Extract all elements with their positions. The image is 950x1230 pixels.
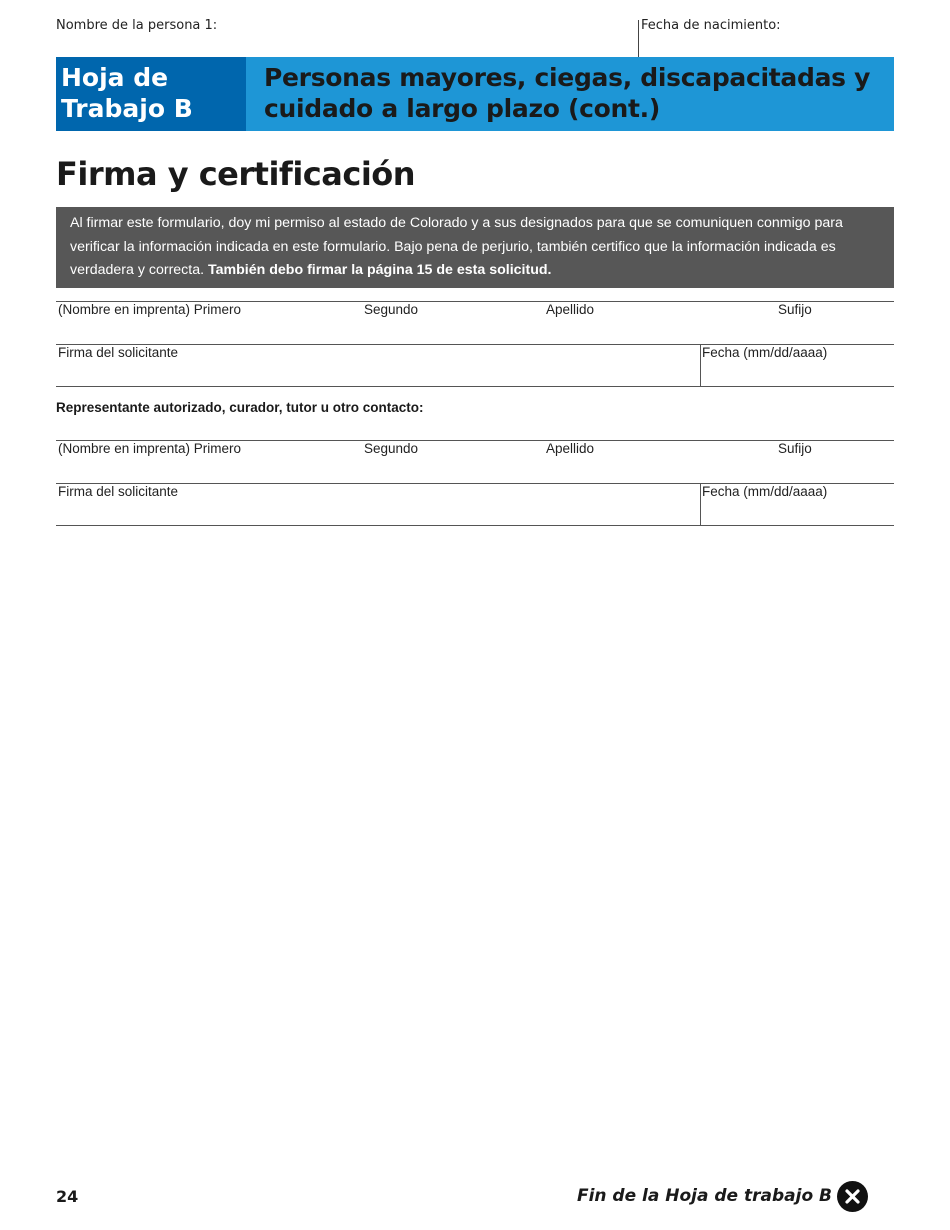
person-name-label: Nombre de la persona 1: [56, 18, 218, 33]
representative-name-row[interactable] [56, 440, 894, 483]
applicant-signature-row[interactable] [56, 344, 894, 387]
field-divider [638, 20, 639, 57]
section-title: Firma y certificación [56, 155, 416, 193]
certification-bold-text: También debo firmar la página 15 de esta solicitud. [208, 262, 552, 278]
last-name-label: Apellido [546, 441, 595, 456]
field-divider [700, 345, 701, 387]
suffix-label: Sufijo [778, 441, 812, 456]
top-fields [56, 0, 894, 57]
worksheet-label-line2: Trabajo B [61, 94, 193, 123]
page-number: 24 [56, 1187, 79, 1206]
worksheet-label-line1: Hoja de [61, 63, 169, 92]
field-divider [700, 484, 701, 526]
middle-name-label: Segundo [364, 441, 419, 456]
certification-text: Al firmar este formulario, doy mi permiso al estado de Colorado y a sus designados para que se comuniquen conmigo para verificar la información indicada en este formulario. Bajo pena de perjurio, también certifico que la información indicada es verdadera y correcta. [70, 215, 843, 278]
last-name-label: Apellido [546, 302, 595, 317]
worksheet-title-line1: Personas mayores, ciegas, discapacitadas y [264, 63, 871, 92]
first-name-label: (Nombre en imprenta) Primero [58, 441, 242, 456]
date-of-birth-label: Fecha de nacimiento: [641, 18, 781, 33]
close-circle-icon [837, 1181, 868, 1212]
date-label: Fecha (mm/dd/aaaa) [702, 484, 828, 499]
representative-signature-row[interactable] [56, 483, 894, 526]
middle-name-label: Segundo [364, 302, 419, 317]
date-label: Fecha (mm/dd/aaaa) [702, 345, 828, 360]
signature-label: Firma del solicitante [58, 484, 179, 499]
end-of-worksheet-label: Fin de la Hoja de trabajo B [576, 1186, 832, 1206]
worksheet-title [246, 57, 894, 131]
certification-statement [56, 207, 894, 288]
signature-label: Firma del solicitante [58, 345, 179, 360]
suffix-label: Sufijo [778, 302, 812, 317]
representative-heading: Representante autorizado, curador, tutor u otro contacto: [56, 400, 424, 415]
worksheet-title-line2: cuidado a largo plazo (cont.) [264, 94, 661, 123]
first-name-label: (Nombre en imprenta) Primero [58, 302, 242, 317]
worksheet-label [56, 57, 246, 131]
worksheet-banner [56, 57, 894, 131]
applicant-name-row[interactable] [56, 301, 894, 344]
